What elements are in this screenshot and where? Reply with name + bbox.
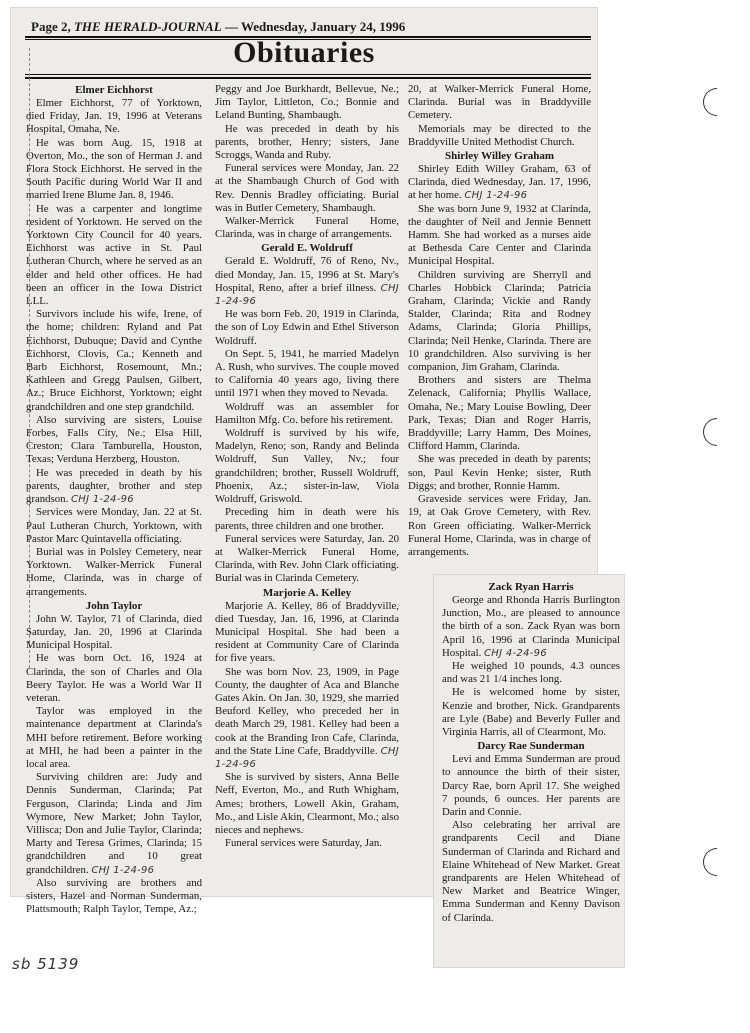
article-paragraph xyxy=(215,123,399,163)
paragraph-text: She was preceded in death by parents; son, Paul Kevin Henke; sister, Ruth Diggs; and brother, Ronnie Hamm. xyxy=(408,453,591,492)
obituary-column-2 xyxy=(215,83,399,850)
article-paragraph xyxy=(215,255,399,308)
article-paragraph xyxy=(215,666,399,772)
paragraph-text: Also surviving are sisters, Louise Forbes, Falls City, Ne.; Elsa Hill, Creston; Clara Tamburella, Houston, Texas; Verduna Herzberg, Houston. xyxy=(26,413,202,466)
paragraph-text: Taylor was employed in the maintenance department at Clarinda's MHI before retirement. Before working at MHI, he had been a painter in the local area. xyxy=(26,705,202,770)
paragraph-text: She was born Nov. 23, 1909, in Page County, the daughter of Aca and Blanche Gates Akin. On Jan. 30, 1929, she married Beuford Kelley, who preceded her in death March 29, 1981. Kelley had been a cook at the Branding Iron Cafe, Clarinda, and the State Line Cafe, Braddyville. xyxy=(215,665,399,757)
article-paragraph xyxy=(26,203,202,309)
paragraph-text: Funeral services were Monday, Jan. 22 at the Shambaugh Church of God with Rev. Dennis Bradley officiating. Burial was in Butler Cemetery, Shambaugh. xyxy=(215,162,399,214)
article-paragraph xyxy=(26,467,202,507)
paragraph-text: He was born Aug. 15, 1918 at Overton, Mo., the son of Herman J. and Flora Stock Eichhorst. He served in the South Pacific during World War II and married Irene Blume Jan. 8, 1946. xyxy=(26,136,202,202)
handwritten-date-note: CHJ 4-24-96 xyxy=(484,647,547,659)
paragraph-text: Woldruff is survived by his wife, Madelyn, Reno; son, Randy and Belinda Woldruff, Sun Valley, Nv.; four grandchildren; brother, Russell Woldruff, Phoenix, Az.; sister-in-law, Viola Woldruff, Griswold. xyxy=(215,427,399,506)
article-heading: Darcy Rae Sunderman xyxy=(477,740,585,753)
article-paragraph xyxy=(26,652,202,705)
article-paragraph xyxy=(26,546,202,599)
article-paragraph xyxy=(215,427,399,506)
paragraph-text: He was preceded in death by his parents, brother, Henry; sisters, Jane Scroggs, Wanda and Ruby. xyxy=(215,122,399,162)
paragraph-text: Elmer Eichhorst, 77 of Yorktown, died Friday, Jan. 19, 1996 at Veterans Hospital, Omaha, Ne. xyxy=(26,97,202,136)
paragraph-text: Walker-Merrick Funeral Home, Clarinda, was in charge of arrangements. xyxy=(215,215,399,241)
paragraph-text: Funeral services were Saturday, Jan. 20 at Walker-Merrick Funeral Home, Clarinda, with Rev. John Clark officiating. Burial was in Clarinda Cemetery. xyxy=(215,532,399,585)
paragraph-text: Gerald E. Woldruff, 76 of Reno, Nv., died Monday, Jan. 15, 1996 at St. Mary's Hospital, Reno, after a brief illness. xyxy=(215,255,399,294)
article-paragraph xyxy=(215,162,399,215)
article-paragraph xyxy=(442,594,620,660)
punch-hole-middle xyxy=(697,412,737,452)
paragraph-text: Surviving children are: Judy and Dennis Sunderman, Clarinda; Pat Ferguson, Clarinda; Linda and Jim Wymore, New Market; John Taylor, Villisca; Don and Julie Taylor, Clarinda; Marty and Teresa Grimes, Clarinda; 15 grandchildren and 10 great grandchildren. xyxy=(26,771,202,876)
article-paragraph xyxy=(408,163,591,203)
paragraph-text: Preceding him in death were his parents, three children and one brother. xyxy=(215,506,399,532)
paragraph-text: Survivors include his wife, Irene, of the home; children: Ryland and Pat Eichhorst, Dubuque; David and Cynthe Eichhorst, Clovis, Ca.; Kenneth and Barb Eichhorst, Rosemount, Mn.; Kathleen and Gregg Paulsen, Gilbert, Az.; Bruce Eichhorst, Yorktown; eight grandchildren and one step grandchild. xyxy=(26,308,202,413)
article-paragraph xyxy=(215,83,399,123)
article-paragraph xyxy=(408,453,591,493)
article-paragraph xyxy=(408,269,591,375)
paragraph-text: Brothers and sisters are Thelma Zelenack, California; Phyllis Wallace, Omaha, Ne.; Mary Louise Bowling, Deer Park, Texas; Dian and Roger Harris, Braddyville; Larry Hamm, Des Moines, Clifford Hamm, Clarinda. xyxy=(408,374,591,453)
article-paragraph xyxy=(26,613,202,653)
handwritten-date-note: CHJ 1-24-96 xyxy=(464,190,528,202)
article-paragraph xyxy=(215,215,399,241)
article-paragraph xyxy=(442,660,620,686)
paragraph-text: She is survived by sisters, Anna Belle Neff, Everton, Mo., and Ruth Whigham, Ames; brothers, Lowell Akin, Graham, Mo., and Lisle Akin, Clearmont, Mo.; also nieces and nephews. xyxy=(215,771,399,836)
title-rule-thick xyxy=(25,77,591,79)
paragraph-text: Peggy and Joe Burkhardt, Bellevue, Ne.; Jim Taylor, Littleton, Co.; Bonnie and Leland Bunting, Shambaugh. xyxy=(215,83,399,122)
article-paragraph xyxy=(408,123,591,149)
article-paragraph xyxy=(26,137,202,203)
article-paragraph xyxy=(26,506,202,546)
article-paragraph xyxy=(442,819,620,925)
handwritten-date-note: CHJ 1-24-96 xyxy=(91,864,155,876)
article-paragraph xyxy=(215,837,399,850)
article-paragraph xyxy=(26,414,202,467)
paragraph-text: Shirley Edith Willey Graham, 63 of Clarinda, died Wednesday, Jan. 17, 1996, at her home. xyxy=(408,163,591,202)
article-paragraph xyxy=(215,506,399,532)
paragraph-text: Funeral services were Saturday, Jan. xyxy=(225,837,382,850)
issue-date: — Wednesday, January 24, 1996 xyxy=(224,19,406,34)
article-paragraph xyxy=(215,771,399,837)
paragraph-text: He is welcomed home by sister, Kenzie and brother, Nick. Grandparents are Lyle (Babe) and Beverly Fuller and Virginia Harris, all of Clearmont, Mo. xyxy=(442,686,620,739)
article-paragraph xyxy=(215,533,399,586)
paragraph-text: John W. Taylor, 71 of Clarinda, died Saturday, Jan. 20, 1996 at Clarinda Municipal Hospital. xyxy=(26,612,202,652)
paragraph-text: Marjorie A. Kelley, 86 of Braddyville, died Tuesday, Jan. 16, 1996, at Clarinda Municipal Hospital. She had been a resident at Community Care of Clarinda for five years. xyxy=(215,599,399,665)
birth-announcements-column xyxy=(442,580,620,925)
paragraph-text: He weighed 10 pounds, 4.3 ounces and was 21 1/4 inches long. xyxy=(442,660,620,686)
paragraph-text: Graveside services were Friday, Jan. 19, at Oak Grove Cemetery, with Rev. Ron Green officiating. Walker-Merrick Funeral Home, Clarinda, was in charge of arrangements. xyxy=(408,493,591,558)
section-title: Obituaries xyxy=(233,36,375,69)
handwritten-date-note: CHJ 1-24-96 xyxy=(215,745,399,770)
article-paragraph xyxy=(215,600,399,666)
article-paragraph xyxy=(26,97,202,137)
paragraph-text: Children surviving are Sherryll and Charles Hobbick Clarinda; Patricia Graham, Clarinda; Vickie and Randy Stalder, Clarinda; Rita and Rodney Adams, Clarinda; Gloria Phillips, Clarinda; Neil Henke, Clarinda. There are 10 grandchildren. Also surviving is her companion, Jim Graham, Clarinda. xyxy=(408,268,591,374)
obituary-column-3 xyxy=(408,83,591,559)
article-paragraph xyxy=(26,705,202,771)
article-paragraph xyxy=(215,308,399,348)
page-header xyxy=(31,19,405,35)
article-heading: Marjorie A. Kelley xyxy=(262,586,352,599)
article-heading: Zack Ryan Harris xyxy=(488,581,574,593)
page-number: Page 2, xyxy=(31,19,71,34)
article-paragraph xyxy=(215,401,399,427)
paragraph-text: Memorials may be directed to the Braddyville United Methodist Church. xyxy=(408,122,591,148)
newspaper-name: THE HERALD-JOURNAL xyxy=(73,19,222,34)
article-heading: Elmer Eichhorst xyxy=(75,84,153,96)
paragraph-text: He was a carpenter and longtime resident of Yorktown. He served on the Yorktown City Council for 40 years. Eichhorst was active in St. Paul Lutheran Church, where he served as an elder and held other offices. He had been an officer in the Iowa District LLL. xyxy=(26,202,202,308)
punch-hole-bottom xyxy=(697,842,737,882)
paragraph-text: Woldruff was an assembler for Hamilton Mfg. Co. before his retirement. xyxy=(215,400,399,426)
paragraph-text: She was born June 9, 1932 at Clarinda, the daughter of Neil and Jennie Bennett Hamm. She had worked as a nurses aide at Bethesda Care Center and Clarinda Municipal Hospital. xyxy=(408,202,591,268)
paragraph-text: 20, at Walker-Merrick Funeral Home, Clarinda. Burial was in Braddyville Cemetery. xyxy=(408,83,591,122)
title-rule xyxy=(25,74,591,75)
paragraph-text: Services were Monday, Jan. 22 at St. Paul Lutheran Church, Yorktown, with Pastor Marc Quintavella officiating. xyxy=(26,506,202,545)
article-paragraph xyxy=(408,203,591,269)
article-paragraph xyxy=(408,374,591,453)
paragraph-text: Also surviving are brothers and sisters, Hazel and Norman Sunderman, Plattsmouth; Ralph Taylor, Tempe, Az.; xyxy=(26,876,202,916)
punch-hole-top xyxy=(697,82,737,122)
article-paragraph xyxy=(442,753,620,819)
paragraph-text: Levi and Emma Sunderman are proud to announce the birth of their sister, Darcy Rae, born April 17. She weighed 7 pounds, 6 ounces. Her parents are Darin and Connie. xyxy=(442,753,620,819)
handwritten-date-note: CHJ 1-24-96 xyxy=(70,494,134,506)
article-heading: Gerald E. Woldruff xyxy=(261,242,353,255)
article-paragraph xyxy=(442,686,620,739)
paragraph-text: George and Rhonda Harris Burlington Junction, Mo., are pleased to announce the birth of a son. Zack Ryan was born April 16, 1996 at Clarinda Municipal Hospital. xyxy=(442,594,620,659)
obituary-column-1 xyxy=(26,83,202,916)
paragraph-text: He was born Oct. 16, 1924 at Clarinda, the son of Charles and Ola Beery Taylor. He was a World War II veteran. xyxy=(26,652,202,704)
article-paragraph xyxy=(408,83,591,123)
article-paragraph xyxy=(408,493,591,559)
article-paragraph xyxy=(26,308,202,414)
article-paragraph xyxy=(26,877,202,917)
handwritten-margin-note: sb 5139 xyxy=(12,955,80,973)
paragraph-text: Burial was in Polsley Cemetery, near Yorktown. Walker-Merrick Funeral Home, Clarinda, was in charge of arrangements. xyxy=(26,545,202,598)
paragraph-text: He was preceded in death by his parents, daughter, brother and step grandson. xyxy=(26,466,202,506)
article-heading: John Taylor xyxy=(85,599,143,612)
article-paragraph xyxy=(26,771,202,877)
paragraph-text: He was born Feb. 20, 1919 in Clarinda, the son of Loy Edwin and Ethel Stiverson Woldruff. xyxy=(215,308,399,347)
paragraph-text: Also celebrating her arrival are grandparents Cecil and Diane Sunderman of Clarinda and Richard and Elaine Whitehead of New Market. Great grandparents are Helen Whitehead of New Market and Beatrice Winger, Emma Sunderman and Kenny Davison of Clarinda. xyxy=(442,819,620,924)
article-paragraph xyxy=(215,348,399,401)
handwritten-date-note: CHJ 1-24-96 xyxy=(215,282,400,308)
paragraph-text: On Sept. 5, 1941, he married Madelyn A. Rush, who survives. The couple moved to California 40 years ago, living there until 1971 when they moved to Nevada. xyxy=(215,347,399,400)
article-heading: Shirley Willey Graham xyxy=(445,150,554,163)
